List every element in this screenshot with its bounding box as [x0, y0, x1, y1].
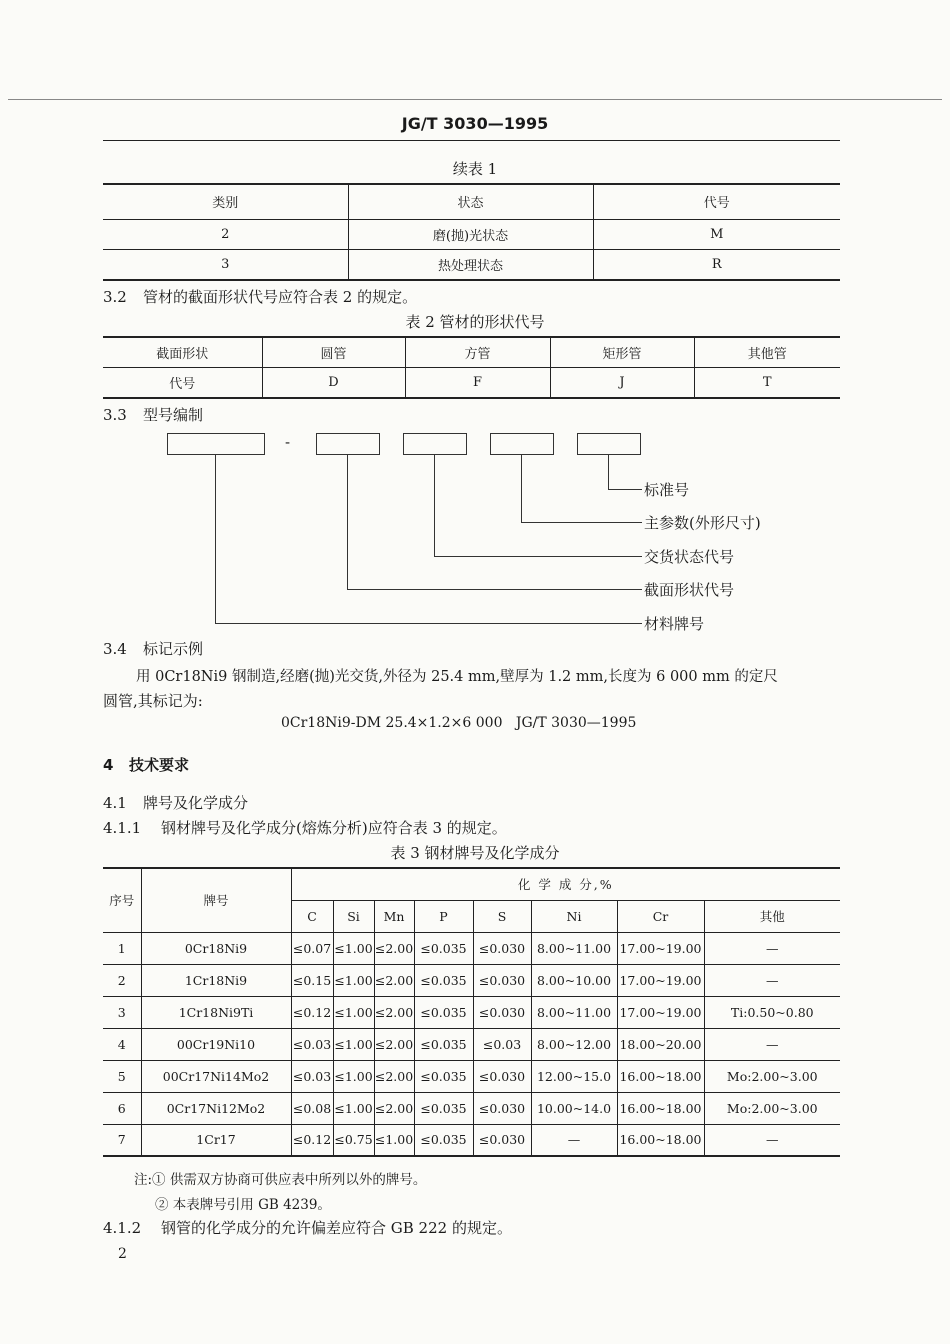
table-row — [103, 996, 840, 1028]
section-number: 3.2 — [103, 288, 127, 306]
table-cell: 17.00~19.00 — [617, 932, 704, 964]
table-cell: 1 — [103, 932, 141, 964]
section-number: 3.4 — [103, 640, 127, 658]
section-text: 钢管的化学成分的允许偏差应符合 GB 222 的规定。 — [161, 1219, 512, 1237]
table-cell: ≤2.00 — [374, 1028, 414, 1060]
leader-line — [521, 455, 522, 523]
table-cell: ≤0.12 — [291, 996, 333, 1028]
leader-line — [434, 455, 435, 557]
table3-note-1: 注:① 供需双方协商可供应表中所列以外的牌号。 — [134, 1172, 427, 1188]
table-cell: 18.00~20.00 — [617, 1028, 704, 1060]
table3-sub-header: C — [291, 900, 333, 932]
table-cell: 8.00~10.00 — [531, 964, 617, 996]
table1-header-code: 代号 — [593, 184, 840, 219]
table-row — [103, 964, 840, 996]
section-text: 型号编制 — [143, 406, 204, 424]
material-grade-box — [167, 433, 265, 455]
table-cell: ≤1.00 — [333, 1060, 374, 1092]
section-title: 技术要求 — [129, 756, 190, 774]
marking-example-paragraph-line2: 圆管,其标记为: — [103, 692, 203, 710]
label-main-parameter: 主参数(外形尺寸) — [644, 514, 761, 532]
table-cell: 3 — [103, 996, 141, 1028]
table-cell: 圆管 — [262, 337, 405, 368]
table-cell: 6 — [103, 1092, 141, 1124]
table3-sub-header: Mn — [374, 900, 414, 932]
table2 — [103, 336, 840, 399]
table-cell: ≤0.035 — [414, 1060, 473, 1092]
table-cell: 其他管 — [694, 337, 840, 368]
label-standard-number: 标准号 — [644, 481, 690, 499]
table-cell: T — [694, 368, 840, 399]
table-cell: ≤0.030 — [473, 1124, 531, 1156]
top-scan-border — [8, 99, 942, 100]
standard-code-header: JG/T 3030—1995 — [401, 114, 549, 133]
table-cell: 16.00~18.00 — [617, 1124, 704, 1156]
section-number: 4.1 — [103, 794, 127, 812]
leader-line — [608, 489, 642, 490]
table1-header-status: 状态 — [348, 184, 593, 219]
table-cell: 12.00~15.0 — [531, 1060, 617, 1092]
section-3-3 — [103, 404, 203, 425]
header-rule — [103, 140, 840, 141]
table-cell: ≤0.03 — [291, 1028, 333, 1060]
table-cell: ≤2.00 — [374, 996, 414, 1028]
table3-header-seq: 序号 — [103, 868, 141, 932]
marking-example-code: 0Cr18Ni9-DM 25.4×1.2×6 000 JG/T 3030—1995 — [281, 715, 637, 731]
table-cell: 0Cr18Ni9 — [141, 932, 291, 964]
table3-sub-header: Si — [333, 900, 374, 932]
table-cell: ≤0.030 — [473, 1092, 531, 1124]
table-cell: F — [405, 368, 550, 399]
leader-line — [434, 556, 642, 557]
section-3-2 — [103, 286, 417, 307]
table3-sub-header: S — [473, 900, 531, 932]
label-section-shape: 截面形状代号 — [644, 581, 735, 599]
section-4-1-2 — [103, 1217, 512, 1238]
table-cell: 00Cr17Ni14Mo2 — [141, 1060, 291, 1092]
table-row — [103, 1060, 840, 1092]
table-cell: 1Cr17 — [141, 1124, 291, 1156]
table-cell: ≤0.75 — [333, 1124, 374, 1156]
section-shape-box — [316, 433, 380, 455]
table-cell: 矩形管 — [550, 337, 694, 368]
table3-header-grade: 牌号 — [141, 868, 291, 932]
table3-sub-header: 其他 — [704, 900, 840, 932]
table-cell: ≤1.00 — [374, 1124, 414, 1156]
table-cell: ≤0.03 — [291, 1060, 333, 1092]
section-text: 管材的截面形状代号应符合表 2 的规定。 — [143, 288, 418, 306]
table-cell: ≤0.030 — [473, 1060, 531, 1092]
table-cell: ≤1.00 — [333, 1028, 374, 1060]
table-cell: Mo:2.00~3.00 — [704, 1092, 840, 1124]
table-cell: 方管 — [405, 337, 550, 368]
table-cell: — — [531, 1124, 617, 1156]
table-cell: ≤0.030 — [473, 964, 531, 996]
leader-line — [521, 522, 642, 523]
label-material-grade: 材料牌号 — [644, 615, 705, 633]
table3-sub-header: Cr — [617, 900, 704, 932]
table3-sub-header: Ni — [531, 900, 617, 932]
table-cell: ≤0.15 — [291, 964, 333, 996]
table-cell: 2 — [103, 219, 348, 249]
table-cell: 17.00~19.00 — [617, 996, 704, 1028]
table-cell: ≤1.00 — [333, 996, 374, 1028]
section-text: 钢材牌号及化学成分(熔炼分析)应符合表 3 的规定。 — [161, 819, 507, 837]
table-cell: — — [704, 932, 840, 964]
table-cell: 8.00~11.00 — [531, 932, 617, 964]
table-cell: 1Cr18Ni9Ti — [141, 996, 291, 1028]
section-title: 标记示例 — [143, 640, 204, 658]
marking-example-paragraph-line1: 用 0Cr18Ni9 钢制造,经磨(抛)光交货,外径为 25.4 mm,壁厚为 1.2 mm,长度为 6 000 mm 的定尺 — [136, 669, 778, 685]
table-row — [103, 932, 840, 964]
table-cell: 5 — [103, 1060, 141, 1092]
table3-body — [103, 932, 840, 1156]
table-cell: 8.00~12.00 — [531, 1028, 617, 1060]
table-cell: 16.00~18.00 — [617, 1092, 704, 1124]
main-parameter-box — [490, 433, 554, 455]
table-row — [103, 1028, 840, 1060]
table-cell: ≤0.035 — [414, 1124, 473, 1156]
table-cell: 磨(抛)光状态 — [348, 219, 593, 249]
table-cell: ≤0.035 — [414, 1092, 473, 1124]
delivery-state-box — [403, 433, 467, 455]
table-cell: 热处理状态 — [348, 249, 593, 280]
section-4-1-1 — [103, 817, 507, 838]
table-cell: ≤2.00 — [374, 932, 414, 964]
table-cell: ≤0.035 — [414, 964, 473, 996]
table-cell: ≤0.07 — [291, 932, 333, 964]
table-cell: ≤2.00 — [374, 1092, 414, 1124]
section-number: 4.1.1 — [103, 819, 142, 837]
leader-line — [215, 623, 642, 624]
table-cell: 4 — [103, 1028, 141, 1060]
table-cell: ≤0.03 — [473, 1028, 531, 1060]
table3-sub-header: P — [414, 900, 473, 932]
table2-caption: 表 2 管材的形状代号 — [405, 313, 545, 331]
table-cell: M — [593, 219, 840, 249]
table1-header-category: 类别 — [103, 184, 348, 219]
table-cell: D — [262, 368, 405, 399]
standard-number-box — [577, 433, 641, 455]
leader-line — [347, 589, 642, 590]
table3 — [103, 867, 840, 1157]
section-3-4 — [103, 638, 203, 659]
table-row — [103, 1092, 840, 1124]
page-number: 2 — [118, 1246, 127, 1262]
table-cell: 8.00~11.00 — [531, 996, 617, 1028]
table3-note-2: ② 本表牌号引用 GB 4239。 — [155, 1197, 331, 1213]
table1-caption: 续表 1 — [452, 160, 498, 178]
table-cell: — — [704, 964, 840, 996]
table-cell: 10.00~14.0 — [531, 1092, 617, 1124]
table-cell: ≤0.12 — [291, 1124, 333, 1156]
table-cell: ≤0.08 — [291, 1092, 333, 1124]
leader-line — [347, 455, 348, 590]
table-cell: 截面形状 — [103, 337, 262, 368]
table-cell: ≤1.00 — [333, 932, 374, 964]
table-cell: ≤0.030 — [473, 932, 531, 964]
table-cell: 00Cr19Ni10 — [141, 1028, 291, 1060]
table-cell: ≤2.00 — [374, 964, 414, 996]
table-cell: 3 — [103, 249, 348, 280]
dash-separator: - — [285, 433, 291, 451]
table3-caption: 表 3 钢材牌号及化学成分 — [390, 844, 560, 862]
table-cell: R — [593, 249, 840, 280]
table-cell: ≤2.00 — [374, 1060, 414, 1092]
section-number: 4.1.2 — [103, 1219, 142, 1237]
table-cell: 16.00~18.00 — [617, 1060, 704, 1092]
table-cell: 17.00~19.00 — [617, 964, 704, 996]
table3-header-composition: 化 学 成 分,% — [291, 868, 840, 900]
leader-line — [215, 455, 216, 624]
table-cell: ≤1.00 — [333, 1092, 374, 1124]
table-row — [103, 1124, 840, 1156]
table-cell: ≤0.035 — [414, 996, 473, 1028]
table-cell: ≤0.035 — [414, 932, 473, 964]
section-4 — [103, 754, 189, 775]
table-cell: 7 — [103, 1124, 141, 1156]
table-cell: 1Cr18Ni9 — [141, 964, 291, 996]
table-cell: 2 — [103, 964, 141, 996]
table-cell: ≤1.00 — [333, 964, 374, 996]
section-4-1 — [103, 792, 248, 813]
section-title: 牌号及化学成分 — [143, 794, 249, 812]
table-cell: Mo:2.00~3.00 — [704, 1060, 840, 1092]
table-cell: 0Cr17Ni12Mo2 — [141, 1092, 291, 1124]
leader-line — [608, 455, 609, 490]
table-cell: Ti:0.50~0.80 — [704, 996, 840, 1028]
table1 — [103, 183, 840, 281]
table-cell: — — [704, 1028, 840, 1060]
table-cell: — — [704, 1124, 840, 1156]
section-number: 4 — [103, 756, 114, 774]
table-cell: 代号 — [103, 368, 262, 399]
table-cell: ≤0.035 — [414, 1028, 473, 1060]
section-number: 3.3 — [103, 406, 127, 424]
table-cell: ≤0.030 — [473, 996, 531, 1028]
table-cell: J — [550, 368, 694, 399]
label-delivery-state: 交货状态代号 — [644, 548, 735, 566]
